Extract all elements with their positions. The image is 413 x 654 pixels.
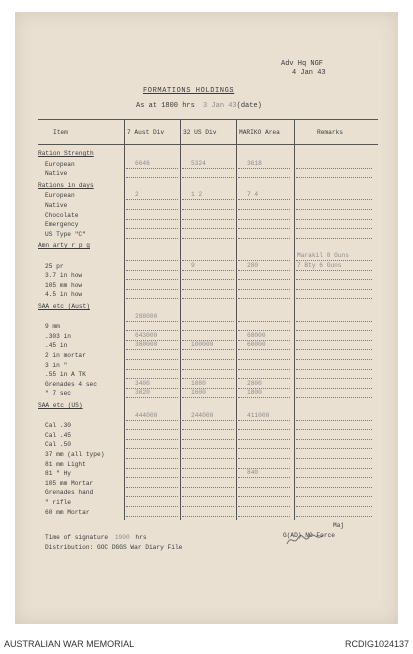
dotted-leader	[126, 321, 178, 322]
dotted-leader	[296, 289, 372, 290]
dotted-leader	[126, 349, 178, 350]
row-item-label: US Type "C"	[45, 230, 86, 238]
dotted-leader	[238, 369, 290, 370]
row-item-label: Cal .45	[45, 431, 71, 439]
dotted-leader	[296, 340, 372, 341]
cell-32-us-div: 9	[191, 261, 195, 269]
dotted-leader	[296, 279, 372, 280]
dotted-leader	[182, 369, 234, 370]
dotted-leader	[126, 209, 178, 210]
dotted-leader	[296, 516, 372, 517]
dotted-leader	[296, 298, 372, 299]
dotted-leader	[182, 516, 234, 517]
dotted-leader	[238, 349, 290, 350]
cell-7-aust-div: 3400	[135, 379, 150, 387]
dotted-leader	[126, 369, 178, 370]
dotted-leader	[296, 388, 372, 389]
dotted-leader	[126, 378, 178, 379]
dotted-leader	[126, 388, 178, 389]
as-at-suffix: (date)	[236, 102, 262, 110]
dotted-leader	[296, 369, 372, 370]
dotted-leader	[238, 448, 290, 449]
row-item-label: Grenades 4 sec	[45, 380, 97, 388]
cell-32-us-div: 1600	[191, 389, 206, 397]
dotted-leader	[296, 429, 372, 430]
col-header-7-aust-div: 7 Aust Div	[127, 129, 165, 136]
dotted-leader	[182, 168, 234, 169]
section-label: Amn arty r p g	[38, 242, 90, 250]
dotted-leader	[126, 448, 178, 449]
dotted-leader	[238, 516, 290, 517]
as-at-line	[136, 102, 262, 110]
cell-mariko-area: 1800	[247, 389, 262, 397]
row-item-label: Native	[45, 170, 68, 178]
credit-institution: AUSTRALIAN WAR MEMORIAL	[4, 639, 135, 649]
dotted-leader	[296, 439, 372, 440]
dotted-leader	[296, 487, 372, 488]
dotted-leader	[182, 429, 234, 430]
dotted-leader	[296, 168, 372, 169]
cell-mariko-area: 280	[247, 261, 259, 269]
cell-32-us-div: 1080	[191, 379, 206, 387]
credits-bar	[0, 632, 413, 654]
row-item-label: Native	[45, 202, 68, 209]
dotted-leader	[238, 270, 290, 271]
row-item-label: 60 mm Mortar	[45, 508, 90, 516]
row-item-label: .55 in A TK	[45, 371, 86, 379]
cell-mariko-area: 3618	[247, 159, 262, 167]
dotted-leader	[182, 260, 234, 261]
row-item-label: 81 " Hy	[45, 470, 71, 478]
dotted-leader	[238, 429, 290, 430]
dotted-leader	[296, 506, 372, 507]
dotted-leader	[126, 468, 178, 469]
document-page	[15, 12, 398, 624]
dotted-leader	[238, 298, 290, 299]
row-item-label: .303 in	[45, 332, 71, 340]
dotted-leader	[296, 496, 372, 497]
cell-7-aust-div: 6646	[135, 159, 150, 167]
dotted-leader	[296, 397, 372, 398]
time-suffix: hrs	[135, 534, 147, 541]
dotted-leader	[238, 219, 290, 220]
dotted-leader	[238, 458, 290, 459]
row-item-label: 4.5 in how	[45, 291, 83, 299]
unit-line-2: 4 Jan 43	[292, 69, 326, 77]
dotted-leader	[238, 228, 290, 229]
time-value: 1900	[114, 534, 130, 541]
cell-mariko-area: 7 4	[247, 191, 259, 199]
row-item-label: Cal .50	[45, 441, 71, 449]
cell-remarks: Marakil 8 Guns	[297, 252, 349, 259]
dotted-leader	[238, 289, 290, 290]
dotted-leader	[182, 506, 234, 507]
dotted-leader	[182, 349, 234, 350]
dotted-leader	[296, 458, 372, 459]
dotted-leader	[238, 487, 290, 488]
dotted-leader	[182, 458, 234, 459]
row-item-label: Grenades hand	[45, 489, 94, 497]
dotted-leader	[126, 260, 178, 261]
dotted-leader	[238, 359, 290, 360]
dotted-leader	[296, 378, 372, 379]
dotted-leader	[182, 177, 234, 178]
signer-unit: G(AD) NG Force	[283, 532, 335, 539]
dotted-leader	[126, 487, 178, 488]
table-top-rule	[38, 119, 378, 120]
dotted-leader	[182, 397, 234, 398]
cell-7-aust-div: 380000	[135, 341, 158, 349]
cell-mariko-area: 68000	[247, 331, 266, 339]
row-item-label: European	[45, 192, 75, 200]
dotted-leader	[182, 279, 234, 280]
dotted-leader	[182, 228, 234, 229]
row-item-label: 105 mm Mortar	[45, 479, 94, 487]
distribution-line: Distribution: GOC DGGS War Diary File	[45, 544, 183, 551]
col-divider-3	[236, 120, 237, 520]
dotted-leader	[182, 439, 234, 440]
dotted-leader	[238, 378, 290, 379]
dotted-leader	[126, 238, 178, 239]
dotted-leader	[182, 199, 234, 200]
dotted-leader	[182, 238, 234, 239]
cell-32-us-div: 5324	[191, 159, 206, 167]
section-label: Rations in days	[38, 181, 94, 189]
dotted-leader	[296, 238, 372, 239]
credit-identifier: RCDIG1024137	[344, 639, 409, 649]
dotted-leader	[296, 349, 372, 350]
col-divider-1	[124, 120, 125, 520]
dotted-leader	[182, 448, 234, 449]
section-label: SAA etc (US)	[38, 402, 83, 409]
dotted-leader	[182, 496, 234, 497]
dotted-leader	[126, 298, 178, 299]
dotted-leader	[296, 477, 372, 478]
page-title: FORMATIONS HOLDINGS	[143, 87, 235, 95]
dotted-leader	[238, 209, 290, 210]
dotted-leader	[126, 279, 178, 280]
col-header-32-us-div: 32 US Div	[183, 129, 217, 136]
dotted-leader	[182, 359, 234, 360]
cell-mariko-area: 2800	[247, 379, 262, 387]
cell-7-aust-div: 3820	[135, 389, 150, 397]
row-item-label: 3 in "	[45, 361, 68, 369]
dotted-leader	[296, 420, 372, 421]
row-item-label: 105 mm how	[45, 281, 83, 289]
signer-rank: Maj	[333, 522, 345, 529]
dotted-leader	[238, 420, 290, 421]
cell-32-us-div: 100000	[191, 341, 214, 349]
dotted-leader	[182, 378, 234, 379]
dotted-leader	[182, 420, 234, 421]
as-at-prefix: As at 1800 hrs	[136, 102, 195, 110]
cell-7-aust-div: 288000	[135, 312, 158, 320]
dotted-leader	[296, 199, 372, 200]
cell-mariko-area: 60000	[247, 341, 266, 349]
dotted-leader	[182, 298, 234, 299]
dotted-leader	[296, 448, 372, 449]
dotted-leader	[296, 330, 372, 331]
dotted-leader	[126, 219, 178, 220]
dotted-leader	[296, 359, 372, 360]
dotted-leader	[126, 199, 178, 200]
row-item-label: European	[45, 160, 75, 168]
dotted-leader	[182, 270, 234, 271]
col-header-mariko-area: MARIKO Area	[239, 129, 280, 136]
dotted-leader	[182, 289, 234, 290]
dotted-leader	[238, 199, 290, 200]
time-label: Time of signature	[45, 534, 109, 541]
dotted-leader	[182, 330, 234, 331]
row-item-label: .45 in	[45, 342, 68, 350]
cell-7-aust-div: 643000	[135, 331, 158, 339]
row-item-label: 2 in mortar	[45, 352, 86, 359]
dotted-leader	[238, 168, 290, 169]
row-item-label: " 7 sec	[45, 390, 71, 398]
dotted-leader	[238, 496, 290, 497]
section-label: Ration Strength	[38, 150, 94, 157]
dotted-leader	[238, 506, 290, 507]
dotted-leader	[126, 506, 178, 507]
dotted-leader	[182, 477, 234, 478]
dotted-leader	[126, 496, 178, 497]
dotted-leader	[126, 168, 178, 169]
dotted-leader	[126, 270, 178, 271]
dotted-leader	[126, 359, 178, 360]
time-of-signature	[45, 534, 147, 541]
col-divider-2	[180, 120, 181, 520]
row-item-label: 37 mm (all type)	[45, 451, 105, 458]
dotted-leader	[238, 397, 290, 398]
dotted-leader	[126, 177, 178, 178]
dotted-leader	[238, 260, 290, 261]
dotted-leader	[126, 429, 178, 430]
row-item-label: 81 mm Light	[45, 460, 86, 468]
cell-mariko-area: 411000	[247, 411, 270, 419]
dotted-leader	[296, 321, 372, 322]
dotted-leader	[126, 289, 178, 290]
dotted-leader	[126, 458, 178, 459]
row-item-label: 3.7 in how	[45, 272, 83, 280]
row-item-label: " rifle	[45, 499, 71, 506]
row-item-label: Emergency	[45, 221, 79, 229]
dotted-leader	[182, 388, 234, 389]
table-header-rule	[38, 144, 378, 145]
col-header-remarks: Remarks	[317, 129, 343, 136]
cell-7-aust-div: 2	[135, 191, 139, 199]
dotted-leader	[238, 321, 290, 322]
dotted-leader	[296, 270, 372, 271]
dotted-leader	[182, 468, 234, 469]
dotted-leader	[238, 388, 290, 389]
dotted-leader	[126, 420, 178, 421]
cell-mariko-area: 840	[247, 469, 259, 477]
section-label: SAA etc (Aust)	[38, 303, 90, 310]
cell-remarks: 7 Bty 6 Guns	[297, 261, 342, 269]
dotted-leader	[238, 439, 290, 440]
as-at-date: 3 Jan 43	[203, 102, 237, 110]
dotted-leader	[238, 279, 290, 280]
dotted-leader	[182, 321, 234, 322]
unit-line-1: Adv Hq NGF	[281, 60, 324, 68]
dotted-leader	[182, 209, 234, 210]
cell-32-us-div: 1 2	[191, 191, 203, 199]
row-item-label: Cal .30	[45, 422, 71, 430]
cell-32-us-div: 244000	[191, 411, 214, 419]
cell-7-aust-div: 444000	[135, 411, 158, 419]
dotted-leader	[296, 177, 372, 178]
dotted-leader	[126, 516, 178, 517]
dotted-leader	[296, 219, 372, 220]
row-item-label: 9 mm	[45, 323, 60, 331]
dotted-leader	[126, 397, 178, 398]
dotted-leader	[238, 477, 290, 478]
dotted-leader	[126, 477, 178, 478]
dotted-leader	[296, 209, 372, 210]
dotted-leader	[238, 177, 290, 178]
col-divider-4	[294, 120, 295, 520]
dotted-leader	[238, 238, 290, 239]
dotted-leader	[126, 439, 178, 440]
row-item-label: 25 pr	[45, 262, 64, 270]
dotted-leader	[126, 228, 178, 229]
row-item-label: Chocolate	[45, 211, 79, 219]
dotted-leader	[296, 468, 372, 469]
dotted-leader	[238, 468, 290, 469]
dotted-leader	[296, 228, 372, 229]
col-header-item: Item	[53, 129, 68, 136]
dotted-leader	[182, 219, 234, 220]
dotted-leader	[182, 487, 234, 488]
